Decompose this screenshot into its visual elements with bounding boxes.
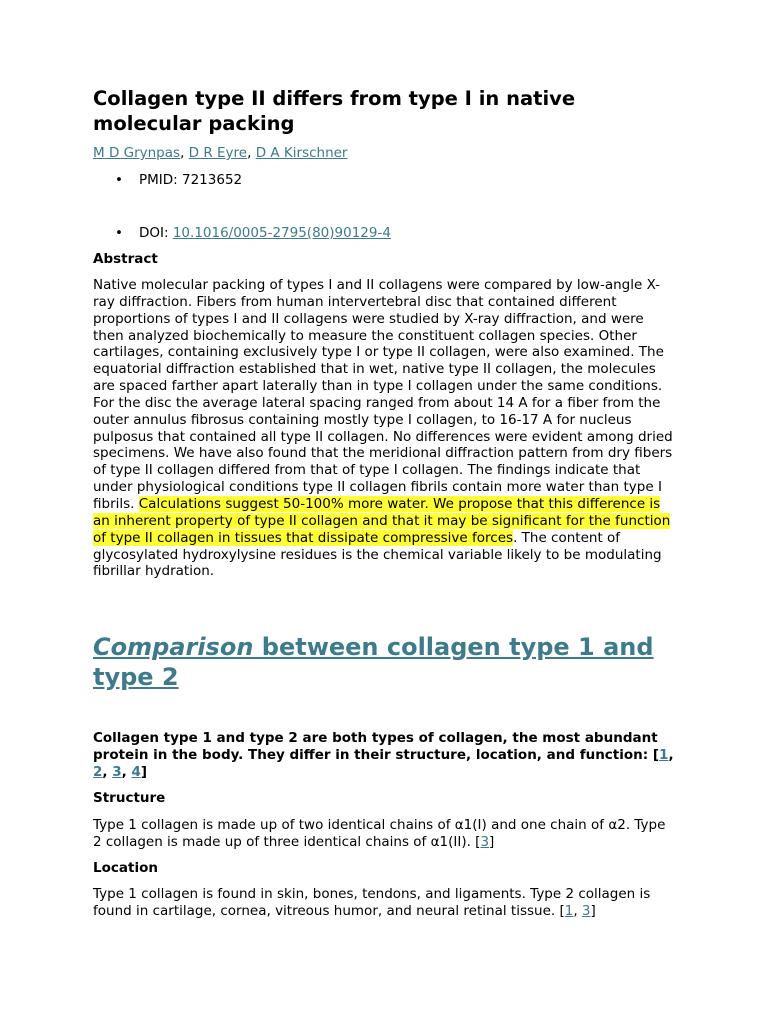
reference-link[interactable]: 4 bbox=[131, 763, 141, 780]
comparison-heading-link[interactable] bbox=[93, 632, 678, 692]
reference-link[interactable]: 3 bbox=[112, 763, 122, 780]
doi-label: DOI: bbox=[139, 225, 173, 241]
bullet-icon: • bbox=[115, 225, 123, 241]
structure-heading: Structure bbox=[93, 790, 166, 806]
bullet-icon: • bbox=[115, 172, 123, 188]
abstract-highlight: Calculations suggest 50-100% more water. We propose that this difference is an inherent property of type II collagen and that it may be significant for the function of type II collagen in tissues that dissipate compressive forces bbox=[93, 495, 671, 546]
reference-link[interactable]: 3 bbox=[581, 902, 591, 919]
reference-link[interactable]: 3 bbox=[480, 833, 490, 850]
heading-rest: between collagen type 1 and type 2 bbox=[93, 633, 654, 691]
location-paragraph: Type 1 collagen is found in skin, bones, tendons, and ligaments. Type 2 collagen is found in cartilage, cornea, vitreous humor, and neural retinal tissue. [1, 3] bbox=[93, 886, 651, 919]
location-heading: Location bbox=[93, 860, 158, 876]
author-link[interactable]: M D Grynpas bbox=[93, 145, 181, 161]
abstract-text: Native molecular packing of types I and II collagens were compared by low-angle X-ray diffraction. Fibers from human intervertebral disc that contained different proportions of types I and II collagens were studied by X-ray diffraction, and were then analyzed biochemically to measure the constituent collagen species. Other cartilages, containing exclusively type I or type II collagen, were also examined. The equatorial diffraction established that in wet, native type II collagen, the molecules are spaced farther apart laterally than in type I collagen under the same conditions. For the disc the average lateral spacing ranged from about 14 A for a fiber from the outer annulus fibrosus containing mostly type I collagen, to 16-17 A for nucleus pulposus that contained all type II collagen. No differences were evident among dried specimens. We have also found that the meridional diffraction pattern from dry fibers of type II collagen differed from that of type I collagen. The findings indicate that under physiological conditions type II collagen fibrils contain more water than type I fibrils. bbox=[93, 277, 673, 512]
abstract-heading: Abstract bbox=[93, 251, 158, 267]
structure-paragraph: Type 1 collagen is made up of two identical chains of α1(I) and one chain of α2. Type 2 collagen is made up of three identical chains of α1(II). [3] bbox=[93, 817, 666, 850]
author-link[interactable]: D A Kirschner bbox=[255, 145, 348, 161]
pmid-text: PMID: 7213652 bbox=[139, 172, 243, 188]
reference-link[interactable]: 1 bbox=[564, 902, 574, 919]
heading-emphasis: Comparison bbox=[93, 633, 254, 661]
author-list: M D Grynpas, D R Eyre, D A Kirschner bbox=[93, 145, 348, 161]
reference-link[interactable]: 1 bbox=[659, 746, 669, 763]
reference-link[interactable]: 2 bbox=[93, 763, 103, 780]
abstract-text-end: . The content of glycosylated hydroxylysine residues is the chemical variable likely to be modulating fibrillar hydration. bbox=[93, 529, 662, 580]
comparison-intro: Collagen type 1 and type 2 are both types of collagen, the most abundant protein in the body. They differ in their structure, location, and function: [1, 2, 3, 4] bbox=[93, 730, 674, 780]
abstract-paragraph bbox=[93, 277, 678, 580]
article-title: Collagen type II differs from type I in native molecular packing bbox=[93, 87, 576, 135]
author-link[interactable]: D R Eyre bbox=[188, 145, 248, 161]
doi-link[interactable]: 10.1016/0005-2795(80)90129-4 bbox=[172, 225, 391, 241]
